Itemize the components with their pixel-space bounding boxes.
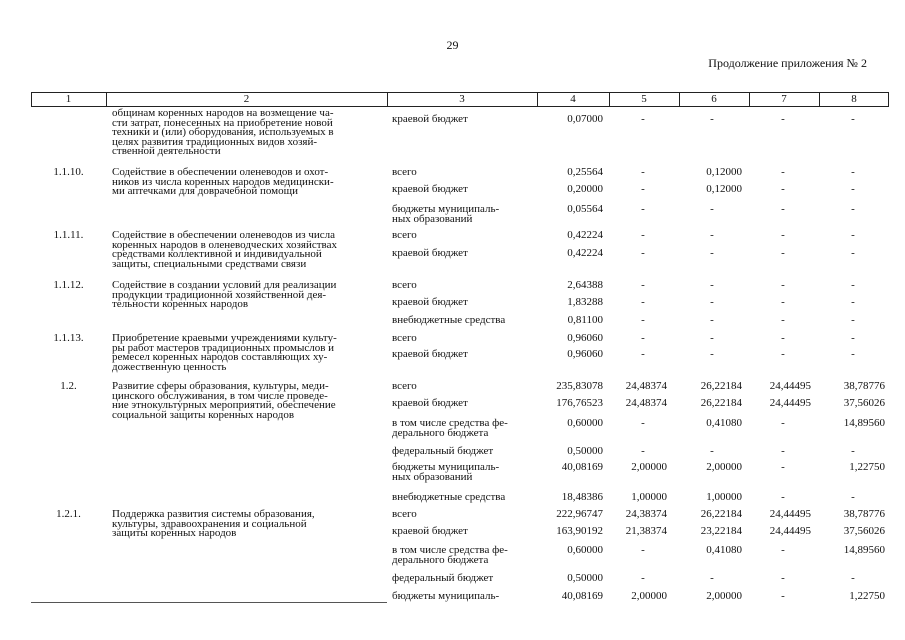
funding-source: краевой бюджет <box>392 296 468 308</box>
value-cell: 2,00000 <box>706 590 742 602</box>
table-header <box>31 92 889 107</box>
value-cell: - <box>781 203 785 215</box>
value-cell: 0,05564 <box>567 203 603 215</box>
value-cell: - <box>851 279 855 291</box>
row-code: 1.1.10. <box>53 166 84 178</box>
header-col-7: 7 <box>781 93 787 105</box>
value-cell: 24,48374 <box>625 380 667 392</box>
value-cell: 38,78776 <box>843 380 885 392</box>
value-cell: - <box>781 572 785 584</box>
value-cell: 1,83288 <box>567 296 603 308</box>
value-cell: - <box>641 332 645 344</box>
value-cell: - <box>710 332 714 344</box>
funding-source: дерального бюджета <box>392 553 489 566</box>
funding-source: краевой бюджет <box>392 247 468 259</box>
value-cell: - <box>851 348 855 360</box>
funding-source: дерального бюджета <box>392 426 489 439</box>
funding-source: ных образований <box>392 212 473 225</box>
value-cell: 40,08169 <box>561 461 603 473</box>
value-cell: - <box>851 491 855 503</box>
row-title-line: Приобретение краевыми учреждениями культу- <box>112 332 337 344</box>
value-cell: 2,00000 <box>631 590 667 602</box>
value-cell: 0,96060 <box>567 332 603 344</box>
row-title-line: Содействие в создании условий для реализации <box>112 279 337 291</box>
value-cell: - <box>851 314 855 326</box>
value-cell: 0,96060 <box>567 348 603 360</box>
value-cell: - <box>641 314 645 326</box>
value-cell: 37,56026 <box>843 397 885 409</box>
value-cell: - <box>641 183 645 195</box>
funding-source: внебюджетные средства <box>392 314 506 326</box>
row-title-line: Содействие в обеспечении оленеводов из числа <box>112 229 336 241</box>
value-cell: - <box>641 113 645 125</box>
value-cell: - <box>641 445 645 457</box>
row-title-line: общинам коренных народов на возмещение ча- <box>112 107 334 119</box>
value-cell: - <box>781 183 785 195</box>
header-col-2: 2 <box>243 93 250 105</box>
row-title-line: дожественную ценность <box>112 360 227 373</box>
funding-source: краевой бюджет <box>392 113 468 125</box>
row-title-line: продукции традиционной хозяйственной дея- <box>112 288 327 301</box>
bottom-rule <box>31 602 387 603</box>
value-cell: 0,42224 <box>567 247 603 259</box>
value-cell: - <box>781 417 785 429</box>
funding-source: всего <box>392 508 417 520</box>
row-code: 1.1.13. <box>53 332 84 344</box>
page-number: 29 <box>446 38 459 52</box>
value-cell: - <box>641 296 645 308</box>
value-cell: - <box>641 229 645 241</box>
value-cell: 0,12000 <box>706 183 742 195</box>
value-cell: - <box>781 445 785 457</box>
value-cell: 1,22750 <box>849 461 885 473</box>
value-cell: 23,22184 <box>700 525 742 537</box>
value-cell: - <box>641 247 645 259</box>
value-cell: 2,00000 <box>631 461 667 473</box>
value-cell: - <box>710 247 714 259</box>
continuation-label: Продолжение приложения № 2 <box>708 56 867 70</box>
value-cell: - <box>851 332 855 344</box>
value-cell: - <box>781 332 785 344</box>
funding-source: всего <box>392 229 417 241</box>
row-title-line: цинского обслуживания, в том числе проведе- <box>112 389 328 402</box>
funding-source: всего <box>392 279 417 291</box>
value-cell: 24,44495 <box>769 525 811 537</box>
value-cell: 0,50000 <box>567 572 603 584</box>
row-code: 1.1.11. <box>53 229 84 241</box>
row-code: 1.1.12. <box>53 279 84 291</box>
value-cell: - <box>781 314 785 326</box>
row-title-line: ников из числа коренных народов медицински- <box>112 175 334 188</box>
value-cell: - <box>641 572 645 584</box>
value-cell: - <box>641 203 645 215</box>
value-cell: - <box>641 166 645 178</box>
row-title-line: ры работ мастеров традиционных промыслов и <box>112 341 335 354</box>
funding-source: бюджеты муниципаль- <box>392 461 500 473</box>
value-cell: - <box>851 113 855 125</box>
value-cell: - <box>851 445 855 457</box>
value-cell: 18,48386 <box>561 491 603 503</box>
funding-source: федеральный бюджет <box>392 445 494 457</box>
value-cell: - <box>851 247 855 259</box>
funding-source: в том числе средства фе- <box>392 544 508 556</box>
header-col-4: 4 <box>570 93 576 105</box>
value-cell: 24,44495 <box>769 397 811 409</box>
value-cell: 37,56026 <box>843 525 885 537</box>
value-cell: - <box>781 229 785 241</box>
value-cell: 0,42224 <box>567 229 603 241</box>
value-cell: - <box>851 296 855 308</box>
value-cell: - <box>710 279 714 291</box>
row-title-line: социальной защиты коренных народов <box>112 408 295 421</box>
value-cell: - <box>781 348 785 360</box>
value-cell: 24,38374 <box>625 508 667 520</box>
row-title-line: Развитие сферы образования, культуры, меди- <box>112 380 329 392</box>
value-cell: 26,22184 <box>700 380 742 392</box>
header-col-8: 8 <box>851 93 857 105</box>
value-cell: - <box>641 417 645 429</box>
value-cell: 1,00000 <box>706 491 742 503</box>
value-cell: - <box>641 279 645 291</box>
value-cell: - <box>781 590 785 602</box>
value-cell: 2,00000 <box>706 461 742 473</box>
value-cell: - <box>781 279 785 291</box>
value-cell: - <box>710 348 714 360</box>
header-col-6: 6 <box>711 93 717 105</box>
value-cell: - <box>641 544 645 556</box>
funding-source: бюджеты муниципаль- <box>392 203 500 215</box>
row-title-line: защиты, специальными средствами связи <box>112 257 307 270</box>
value-cell: 0,20000 <box>567 183 603 195</box>
value-cell: 0,25564 <box>567 166 603 178</box>
value-cell: - <box>781 166 785 178</box>
value-cell: - <box>710 203 714 215</box>
row-title-line: Содействие в обеспечении оленеводов и охот- <box>112 166 329 178</box>
row-title-line: тельности коренных народов <box>112 298 249 310</box>
funding-source: краевой бюджет <box>392 348 468 360</box>
value-cell: - <box>781 461 785 473</box>
funding-source: в том числе средства фе- <box>392 417 508 429</box>
funding-source: краевой бюджет <box>392 397 468 409</box>
row-title-line: ственной деятельности <box>112 145 221 157</box>
row-title-line: защиты коренных народов <box>112 527 237 539</box>
value-cell: 1,22750 <box>849 590 885 602</box>
value-cell: 0,41080 <box>706 417 742 429</box>
funding-source: краевой бюджет <box>392 183 468 195</box>
value-cell: - <box>641 348 645 360</box>
value-cell: - <box>710 229 714 241</box>
value-cell: 0,81100 <box>567 314 603 326</box>
funding-source: всего <box>392 166 417 178</box>
value-cell: 0,60000 <box>567 417 603 429</box>
row-title-line: культуры, здравоохранения и социальной <box>112 517 307 530</box>
value-cell: 0,50000 <box>567 445 603 457</box>
value-cell: 222,96747 <box>556 508 603 520</box>
value-cell: - <box>851 183 855 195</box>
value-cell: 0,41080 <box>706 544 742 556</box>
value-cell: - <box>710 296 714 308</box>
value-cell: 21,38374 <box>625 525 667 537</box>
funding-source: всего <box>392 332 417 344</box>
row-title-line: Поддержка развития системы образования, <box>112 508 315 520</box>
row-code: 1.2. <box>60 380 77 392</box>
funding-source: бюджеты муниципаль- <box>392 590 500 602</box>
value-cell: - <box>851 203 855 215</box>
row-title-line: ние этнокультурных мероприятий, обеспечение <box>112 399 336 411</box>
value-cell: 38,78776 <box>843 508 885 520</box>
row-title-line: коренных народов в оленеводческих хозяйствах <box>112 238 337 251</box>
funding-source: краевой бюджет <box>392 525 468 537</box>
value-cell: 0,07000 <box>567 113 603 125</box>
value-cell: - <box>851 229 855 241</box>
row-title-line: ми аптечками для доврачебной помощи <box>112 185 298 197</box>
row-title-line: средствами коллективной и индивидуальной <box>112 248 322 260</box>
value-cell: 26,22184 <box>700 508 742 520</box>
row-title-line: целях развития традиционных видов хозяй- <box>112 135 318 148</box>
value-cell: - <box>710 445 714 457</box>
value-cell: 24,44495 <box>769 508 811 520</box>
row-code: 1.2.1. <box>56 508 81 520</box>
value-cell: 2,64388 <box>567 279 603 291</box>
value-cell: - <box>781 247 785 259</box>
funding-source: внебюджетные средства <box>392 491 506 503</box>
value-cell: 235,83078 <box>556 380 603 392</box>
value-cell: - <box>781 296 785 308</box>
value-cell: - <box>710 314 714 326</box>
funding-source: федеральный бюджет <box>392 572 494 584</box>
value-cell: - <box>781 491 785 503</box>
row-title-line: техники и (или) оборудования, используемых в <box>112 126 334 138</box>
header-col-1: 1 <box>65 93 72 105</box>
value-cell: 24,44495 <box>769 380 811 392</box>
value-cell: 40,08169 <box>561 590 603 602</box>
value-cell: - <box>851 572 855 584</box>
funding-source: всего <box>392 380 417 392</box>
header-col-5: 5 <box>641 93 647 105</box>
value-cell: 26,22184 <box>700 397 742 409</box>
header-col-3: 3 <box>459 93 465 105</box>
value-cell: - <box>851 166 855 178</box>
value-cell: - <box>710 113 714 125</box>
value-cell: 0,60000 <box>567 544 603 556</box>
value-cell: - <box>781 544 785 556</box>
value-cell: 163,90192 <box>556 525 603 537</box>
value-cell: 176,76523 <box>556 397 603 409</box>
value-cell: 24,48374 <box>625 397 667 409</box>
row-title-line: сти затрат, понесенных на приобретение новой <box>112 116 333 129</box>
value-cell: - <box>781 113 785 125</box>
row-title-line: ремесел коренных народов составляющих ху- <box>112 351 328 363</box>
value-cell: 1,00000 <box>631 491 667 503</box>
funding-source: ных образований <box>392 470 473 483</box>
value-cell: 0,12000 <box>706 166 742 178</box>
value-cell: 14,89560 <box>843 417 885 429</box>
value-cell: 14,89560 <box>843 544 885 556</box>
value-cell: - <box>710 572 714 584</box>
